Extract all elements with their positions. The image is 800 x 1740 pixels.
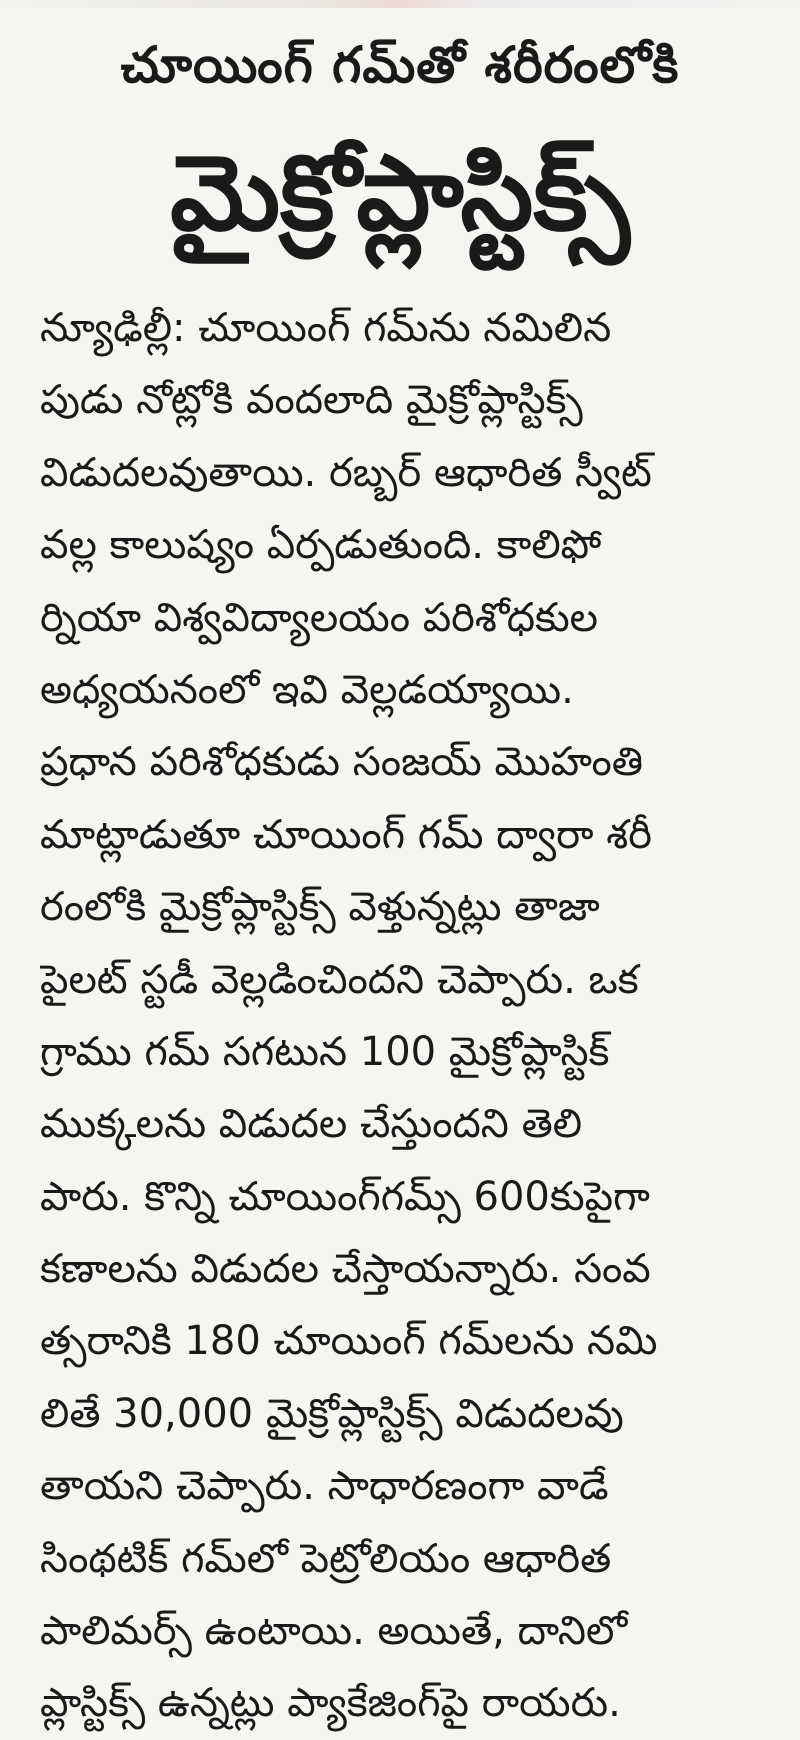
article-line: ప్లాస్టిక్స్ ఉన్నట్లు ప్యాకేజింగ్‌పై రాయరు. <box>40 1680 621 1727</box>
article-line: అధ్యయనంలో ఇవి వెల్లడయ్యాయి. <box>40 666 574 713</box>
article-line: పైలట్ స్టడీ వెల్లడించిందని చెప్పారు. ఒక <box>40 956 639 1003</box>
article-line: న్యూఢిల్లీ: చూయింగ్ గమ్‌ను నమిలిన <box>40 305 612 351</box>
article-line: విడుదలవుతాయి. రబ్బర్ ఆధారిత స్వీట్ <box>40 449 652 496</box>
article-line: గ్రాము గమ్ సగటున 100 మైక్రోప్లాస్టిక్ <box>40 1028 610 1075</box>
article-line: ర్నియా విశ్వవిద్యాలయం పరిశోధకుల <box>40 594 599 641</box>
article-line: పారు. కొన్ని చూయింగ్‌గమ్స్ 600కుపైగా <box>40 1173 650 1220</box>
article-line: కణాలను విడుదల చేస్తాయన్నారు. సంవ <box>40 1246 651 1293</box>
article-line: పాలిమర్స్ ఉంటాయి. అయితే, దానిలో <box>40 1608 628 1655</box>
article-line: ప్రధాన పరిశోధకుడు సంజయ్ మొహంతి <box>40 739 644 786</box>
article-line: పుడు నోట్లోకి వందలాది మైక్రోప్లాస్టిక్స్ <box>40 377 583 424</box>
image-strip-fragment <box>0 0 800 8</box>
article-line: మాట్లాడుతూ చూయింగ్ గమ్ ద్వారా శరీ <box>40 811 652 858</box>
article-line: తాయని చెప్పారు. సాధారణంగా వాడే <box>40 1463 609 1510</box>
article-headline: మైక్రోప్లాస్టిక్స్ <box>170 132 630 254</box>
article-line: రంలోకి మైక్రోప్లాస్టిక్స్ వెళ్తున్నట్లు తాజా <box>40 884 600 931</box>
article-line: వల్ల కాలుష్యం ఏర్పడుతుంది. కాలిఫో <box>40 522 602 569</box>
article-body <box>40 292 770 1740</box>
article-line: లితే 30,000 మైక్రోప్లాస్టిక్స్ విడుదలవు <box>40 1390 624 1437</box>
article-kicker: చూయింగ్ గమ్‌తో శరీరంలోకి <box>120 36 680 94</box>
article-line: సింథటిక్ గమ్‌లో పెట్రోలియం ఆధారిత <box>40 1535 612 1582</box>
article-line: త్సరానికి 180 చూయింగ్ గమ్‌లను నమి <box>40 1318 658 1365</box>
article-line: ముక్కలను విడుదల చేస్తుందని తెలి <box>40 1101 583 1148</box>
